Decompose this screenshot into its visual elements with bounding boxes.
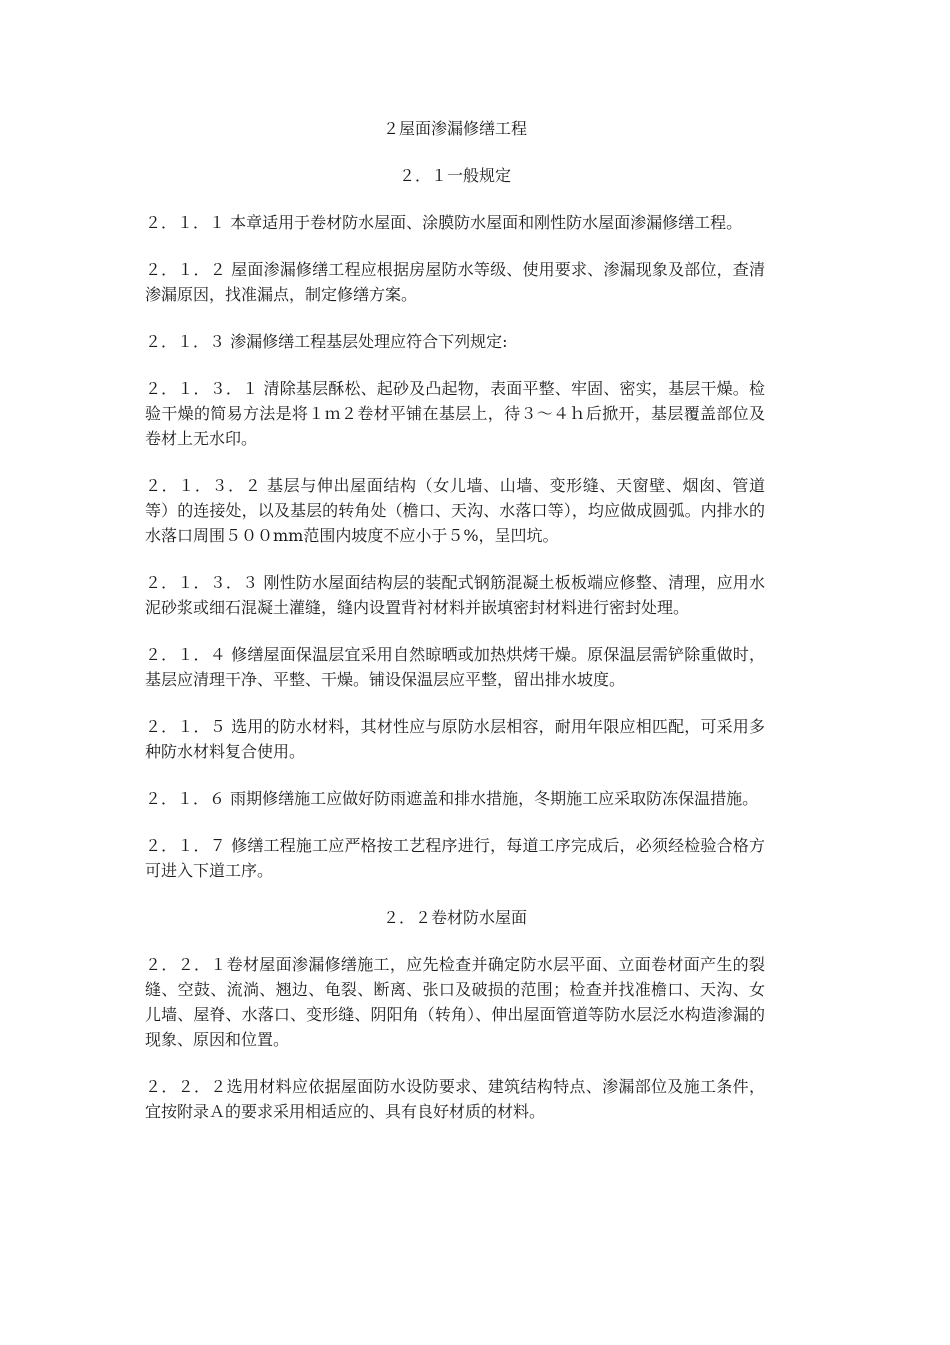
clause-2-1-3-3: ２．１．３．３ 刚性防水屋面结构层的装配式钢筋混凝土板板端应修整、清理，应用水泥砂浆或细石混凝土灌缝，缝内设置背衬材料并嵌填密封材料进行密封处理。 [145, 573, 765, 617]
clause-2-1-3-2: ２．１．３．２ 基层与伸出屋面结构（女儿墙、山墙、变形缝、天窗壁、烟囱、管道等）的连接处，以及基层的转角处（檐口、天沟、水落口等），均应做成圆弧。内排水的水落口周围５００mm范围内坡度不应小于５%，呈凹坑。 [145, 476, 765, 545]
clause-2-1-7: ２．１．７ 修缮工程施工应严格按工艺程序进行，每道工序完成后，必须经检验合格方可进入下道工序。 [145, 836, 765, 880]
clause-2-1-6: ２．１．６ 雨期修缮施工应做好防雨遮盖和排水措施，冬期施工应采取防冻保温措施。 [145, 789, 759, 808]
clause-2-1-1: ２．１．１ 本章适用于卷材防水屋面、涂膜防水屋面和刚性防水屋面渗漏修缮工程。 [145, 213, 743, 232]
clause-2-2-2: ２．２．２选用材料应依据屋面防水设防要求、建筑结构特点、渗漏部位及施工条件，宜按附录Ａ的要求采用相适应的、具有良好材质的材料。 [145, 1077, 765, 1121]
section-heading-general: ２．１一般规定 [398, 166, 511, 185]
clause-2-1-3: ２．１．３ 渗漏修缮工程基层处理应符合下列规定: [145, 332, 508, 351]
section-heading-membrane-roof: ２．２卷材防水屋面 [382, 908, 527, 927]
clause-2-1-5: ２．１．５ 选用的防水材料，其材性应与原防水层相容，耐用年限应相匹配，可采用多种防水材料复合使用。 [145, 717, 765, 761]
document-body [145, 116, 765, 1146]
document-title: ２屋面渗漏修缮工程 [382, 119, 527, 138]
clause-2-2-1: ２．２．１卷材屋面渗漏修缮施工，应先检查并确定防水层平面、立面卷材面产生的裂缝、空鼓、流淌、翘边、龟裂、断离、张口及破损的范围；检查并找准檐口、天沟、女儿墙、屋脊、水落口、变形缝、阴阳角（转角）、伸出屋面管道等防水层泛水构造渗漏的现象、原因和位置。 [145, 955, 765, 1049]
clause-2-1-4: ２．１．４ 修缮屋面保温层宜采用自然晾晒或加热烘烤干燥。原保温层需铲除重做时，基层应清理干净、平整、干燥。铺设保温层应平整，留出排水坡度。 [145, 645, 765, 689]
clause-2-1-2: ２．１．２ 屋面渗漏修缮工程应根据房屋防水等级、使用要求、渗漏现象及部位，查清渗漏原因，找准漏点，制定修缮方案。 [145, 260, 765, 304]
clause-2-1-3-1: ２．１．３．１ 清除基层酥松、起砂及凸起物，表面平整、牢固、密实，基层干燥。检验干燥的简易方法是将１ｍ２卷材平铺在基层上，待３～４ｈ后掀开，基层覆盖部位及卷材上无水印。 [145, 379, 765, 448]
